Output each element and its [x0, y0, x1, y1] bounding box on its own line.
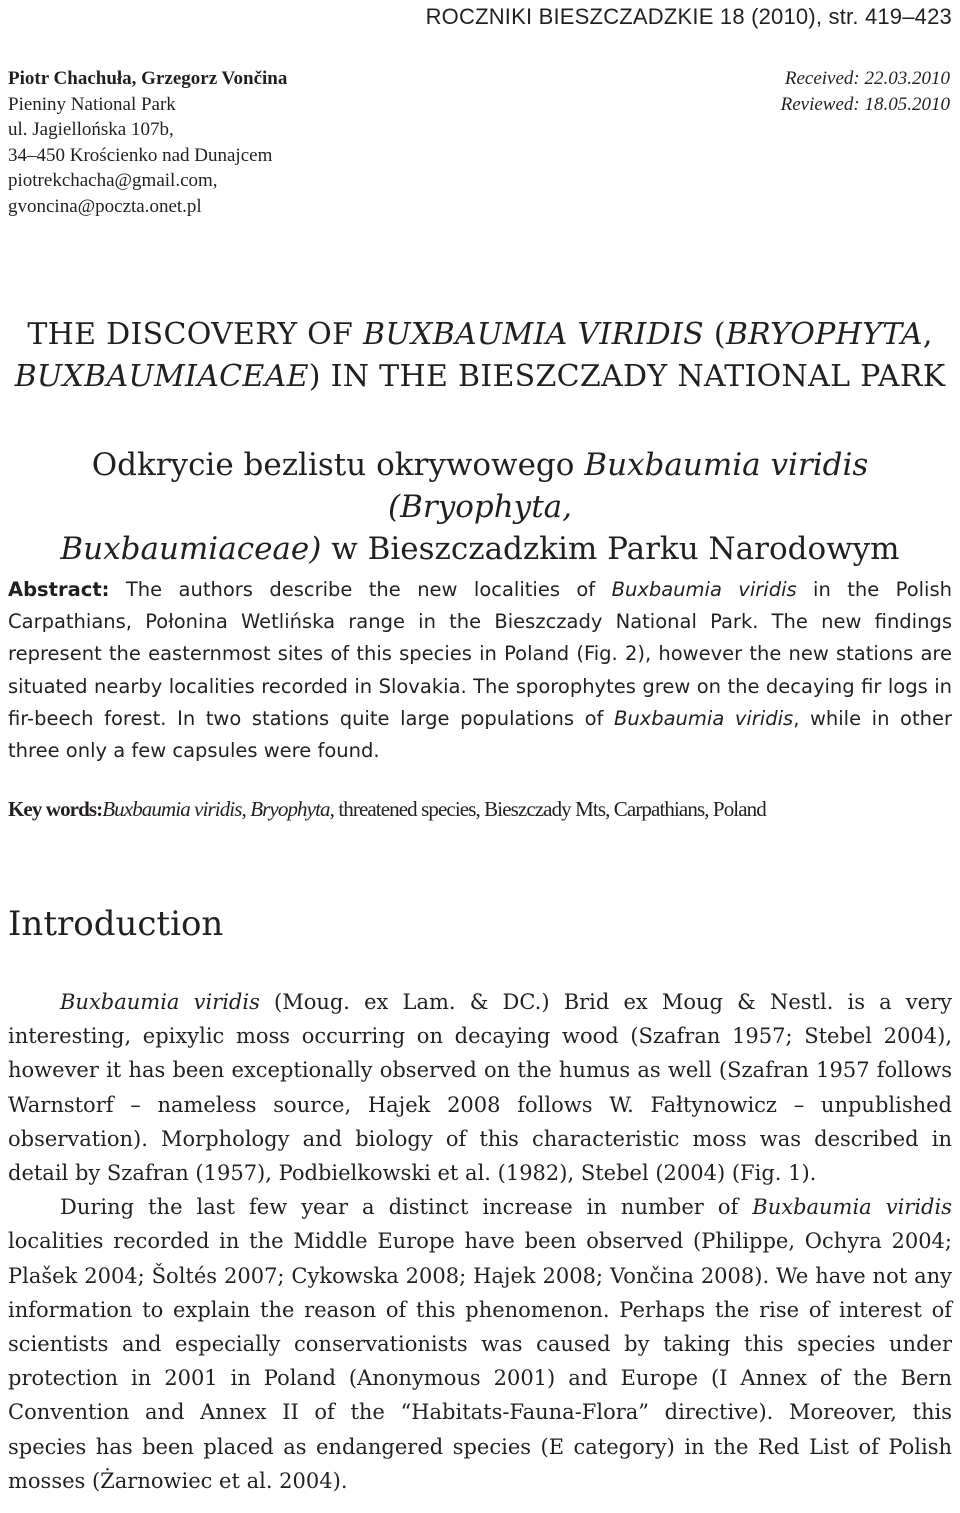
title-pl-family: Buxbaumiaceae) — [60, 531, 322, 567]
keyword-sep: , — [241, 797, 251, 821]
abstract-text: , while in other three only a few capsules were found. — [8, 706, 952, 763]
title-en-species: BUXBAUMIA VIRIDIS — [363, 317, 704, 352]
title-pl-part: Odkrycie bezlistu okrywowego — [91, 447, 585, 483]
abstract-text: The authors describe the new localities of — [109, 578, 612, 601]
author-affiliation: Pieniny National Park — [8, 93, 176, 115]
author-street: ul. Jagiellońska 107b, — [8, 119, 174, 141]
received-date: Received: 22.03.2010 — [784, 68, 950, 89]
reviewed-date: Reviewed: 18.05.2010 — [780, 93, 950, 115]
abstract-text: in the Polish Carpathians, Połonina Wetlińska range in the Bieszczady National Park. The new findings represent the easternmost sites of this species in Poland (Fig. 2), however the new stations are situated nearby localities recorded in Slovakia. The sporophytes grew on the decaying fir logs in fir-beech forest. In two stations quite large populations of — [8, 578, 952, 730]
abstract-label: Abstract: — [8, 578, 110, 601]
paragraph — [8, 985, 952, 1190]
title-en-phylum: BRYOPHYTA — [725, 317, 923, 352]
keywords-label: Key words: — [8, 797, 103, 821]
title-en-part: , — [922, 317, 933, 352]
submission-dates — [781, 66, 950, 117]
species-name: Buxbaumia viridis — [60, 990, 260, 1014]
author-city: 34–450 Krościenko nad Dunajcem — [8, 144, 273, 166]
title-pl-species: Buxbaumia viridis (Bryophyta, — [388, 447, 869, 525]
author-names: Piotr Chachuła, Grzegorz Vončina — [8, 68, 288, 89]
paragraph — [8, 1190, 952, 1498]
introduction-body — [8, 985, 952, 1498]
title-en-part: ( — [703, 317, 726, 352]
title-pl-part: w Bieszczadzkim Parku Narodowym — [321, 531, 900, 567]
title-en-family: BUXBAUMIACEAE — [14, 359, 309, 394]
keywords — [8, 794, 956, 824]
paragraph-text: localities recorded in the Middle Europe have been observed (Philippe, Ochyra 2004; Plašek 2004; Šoltés 2007; Cykowska 2008; Hajek 2008; Vončina 2008). We have not any information to explain the reason of this phenomenon. Perhaps the rise of interest of scientists and especially conservationists was caused by taking this species under protection in 2001 in Poland (Anonymous 2001) and Europe (I Annex of the Bern Convention and Annex II of the “Habitats-Fauna-Flora” directive). Moreover, this species has been placed as endangered species (E category) in the Red List of Polish mosses (Żarnowiec et al. 2004). — [8, 1229, 952, 1493]
title-en-part: THE DISCOVERY OF — [27, 317, 364, 352]
title-polish — [0, 444, 960, 570]
paragraph-text: (Moug. ex Lam. & DC.) Brid ex Moug & Nestl. is a very interesting, epixylic moss occurring on decaying wood (Szafran 1957; Stebel 2004), however it has been exceptionally observed on the humus as well (Szafran 1957 follows Warnstorf – nameless source, Hajek 2008 follows W. Fałtynowicz – unpublished observation). Morphology and biology of this characteristic moss was described in detail by Szafran (1957), Podbielkowski et al. (1982), Stebel (2004) (Fig. 1). — [8, 990, 952, 1186]
keyword-phylum: Bryophyta — [250, 797, 330, 821]
author-info — [8, 66, 287, 220]
author-email-1[interactable]: piotrekchacha@gmail.com, — [8, 170, 218, 192]
keyword-rest: , threatened species, Bieszczady Mts, Carpathians, Poland — [329, 797, 766, 821]
species-name: Buxbaumia viridis — [752, 1195, 952, 1220]
abstract — [8, 574, 952, 767]
journal-header: ROCZNIKI BIESZCZADZKIE 18 (2010), str. 419–423 — [425, 4, 952, 29]
title-english — [0, 314, 960, 398]
abstract-species: Buxbaumia viridis — [611, 578, 797, 601]
title-en-part: ) IN THE BIESZCZADY NATIONAL PARK — [308, 359, 946, 394]
author-email-2[interactable]: gvoncina@poczta.onet.pl — [8, 195, 202, 217]
section-heading-introduction: Introduction — [8, 904, 224, 944]
keyword-species: Buxbaumia viridis — [102, 797, 242, 821]
paragraph-text: During the last few year a distinct increase in number of — [60, 1195, 753, 1220]
abstract-species: Buxbaumia viridis — [613, 706, 794, 730]
